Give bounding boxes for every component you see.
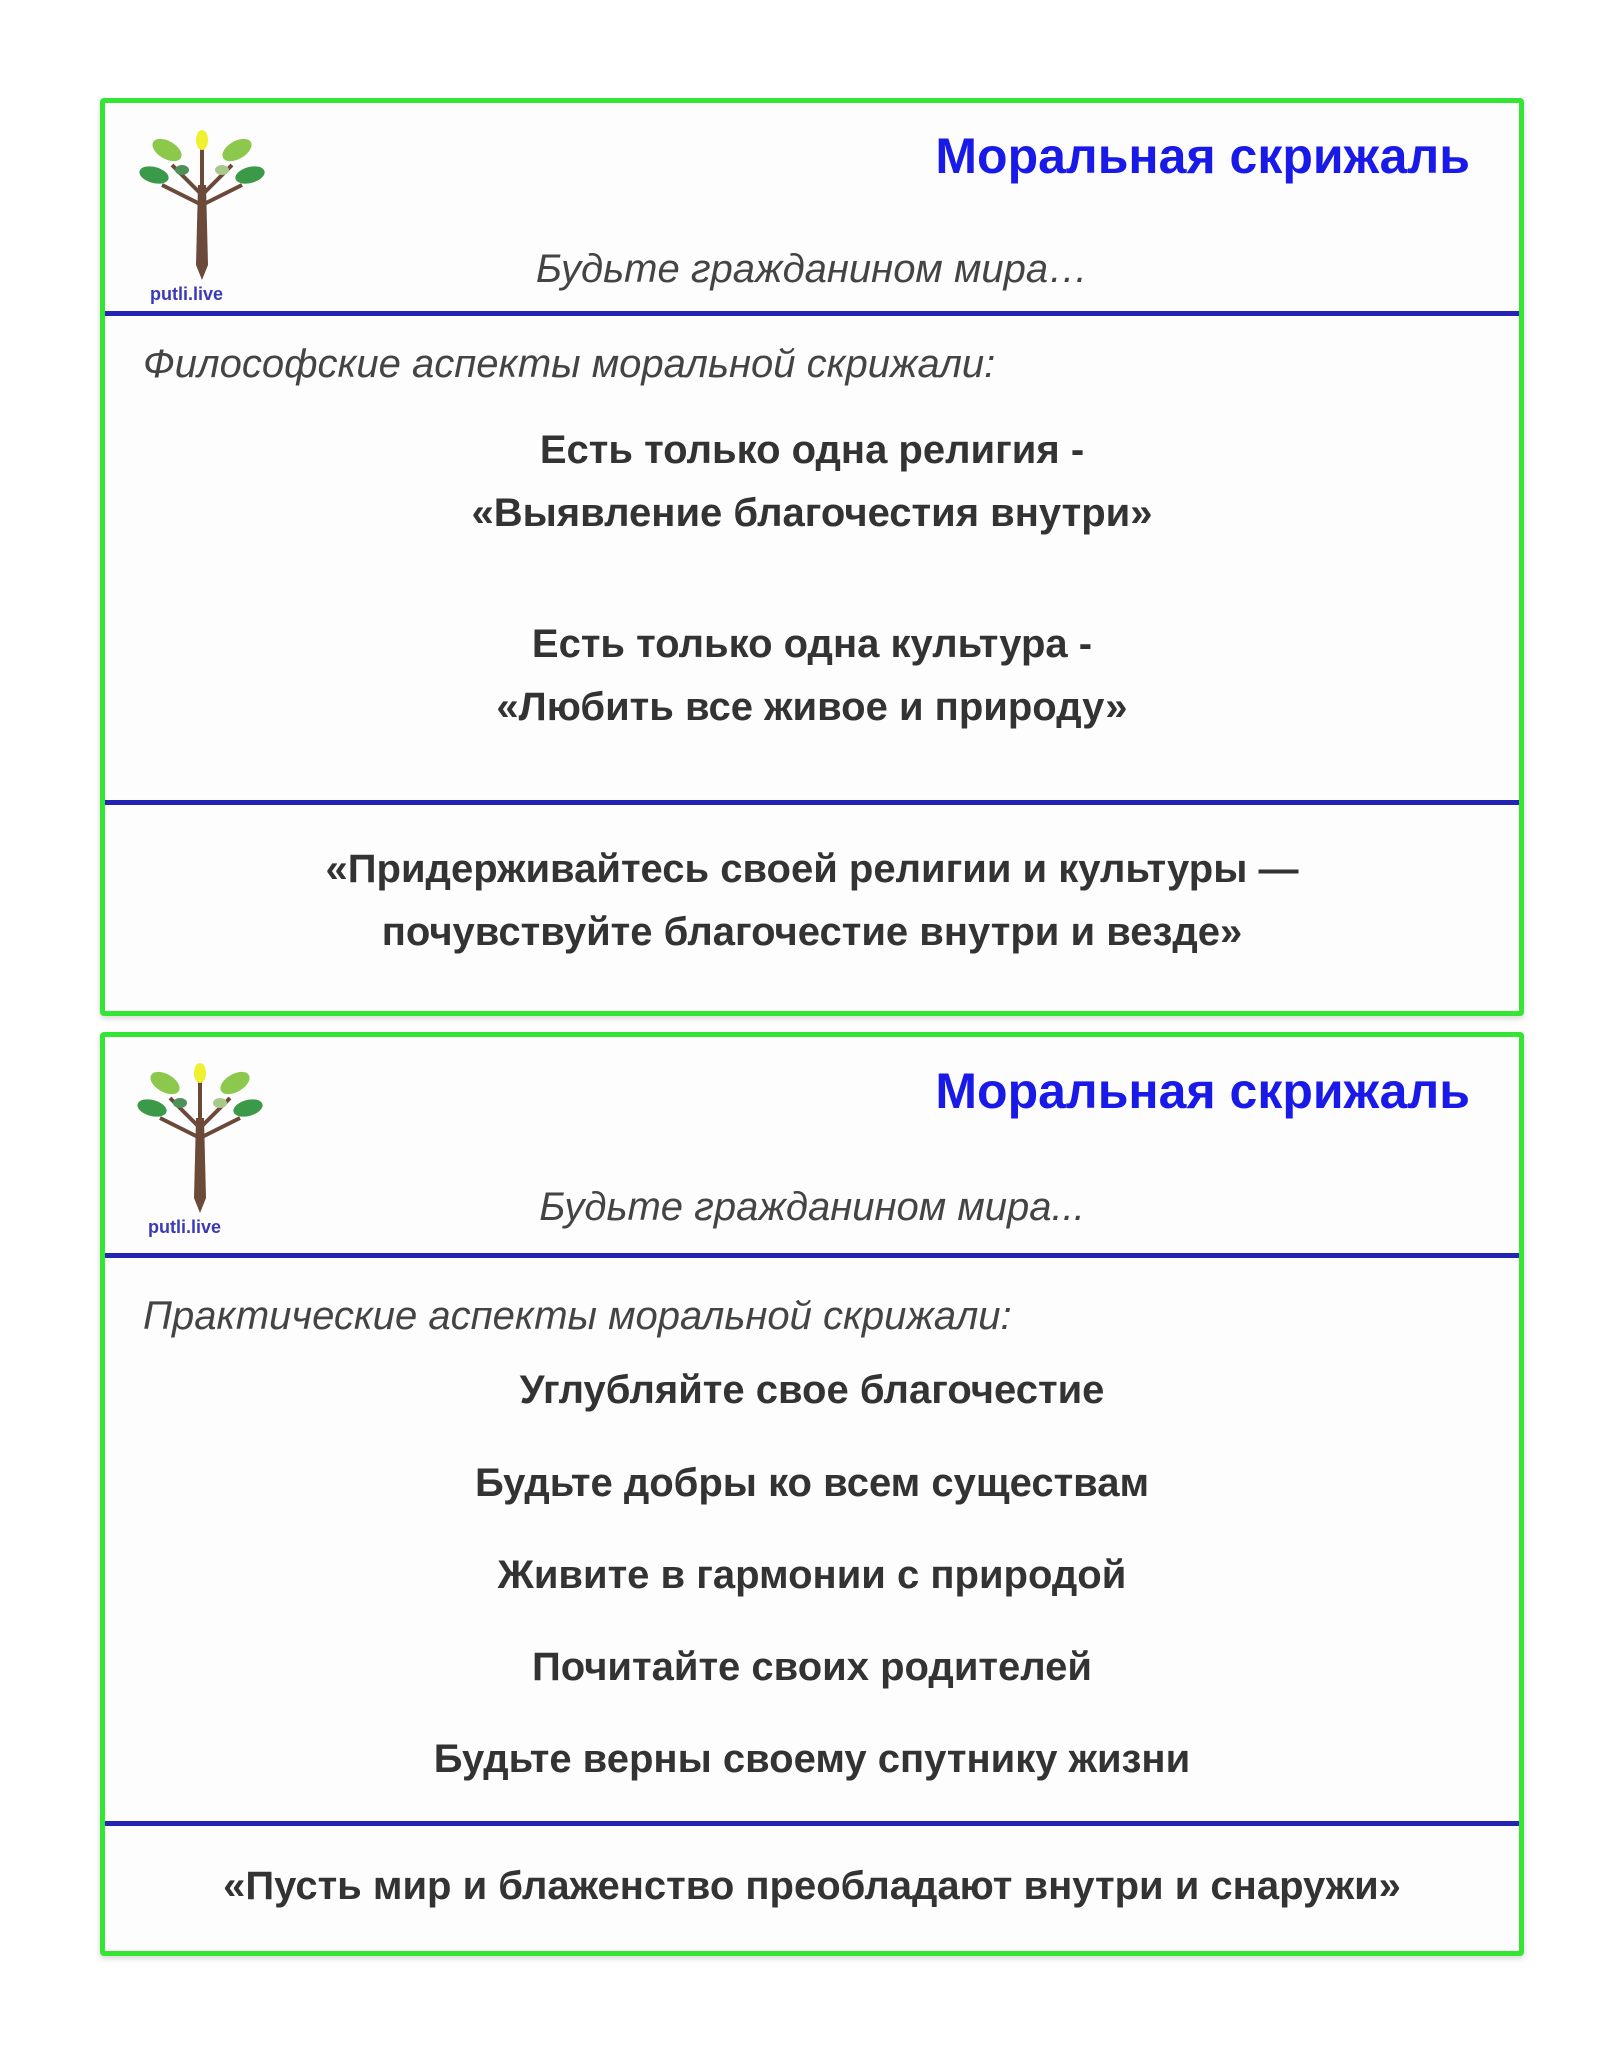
- divider: [105, 1821, 1519, 1826]
- divider: [105, 800, 1519, 805]
- quote-line: почувствуйте благочестие внутри и везде»: [381, 910, 1243, 954]
- quote-line: «Придерживайтесь своей религии и культуры —: [325, 847, 1299, 891]
- principle-line: «Выявление благочестия внутри»: [471, 491, 1153, 535]
- section-heading: Практические аспекты моральной скрижали:: [143, 1294, 1012, 1338]
- card-title: Моральная скрижаль: [935, 1063, 1470, 1119]
- quote-line: «Пусть мир и блаженство преобладают внутри и снаружи»: [223, 1864, 1401, 1908]
- divider: [105, 1253, 1519, 1258]
- logo-text: putli.live: [150, 284, 224, 304]
- principle-line: Почитайте своих родителей: [532, 1645, 1092, 1689]
- section-heading: Философские аспекты моральной скрижали:: [143, 342, 996, 386]
- principle-line: «Любить все живое и природу»: [496, 685, 1128, 729]
- principle-line: Есть только одна культура -: [531, 622, 1093, 666]
- logo-text: putli.live: [148, 1217, 222, 1237]
- principle-line: Есть только одна религия -: [539, 428, 1085, 472]
- principle-line: Углубляйте свое благочестие: [519, 1368, 1105, 1412]
- principle-line: Живите в гармонии с природой: [497, 1553, 1127, 1597]
- principle-line: Будьте добры ко всем существам: [474, 1461, 1150, 1505]
- card-title: Моральная скрижаль: [935, 128, 1470, 184]
- card-subtitle: Будьте гражданином мира...: [539, 1185, 1085, 1229]
- principle-line: Будьте верны своему спутнику жизни: [433, 1737, 1191, 1781]
- card-subtitle: Будьте гражданином мира…: [535, 247, 1089, 291]
- divider: [105, 311, 1519, 316]
